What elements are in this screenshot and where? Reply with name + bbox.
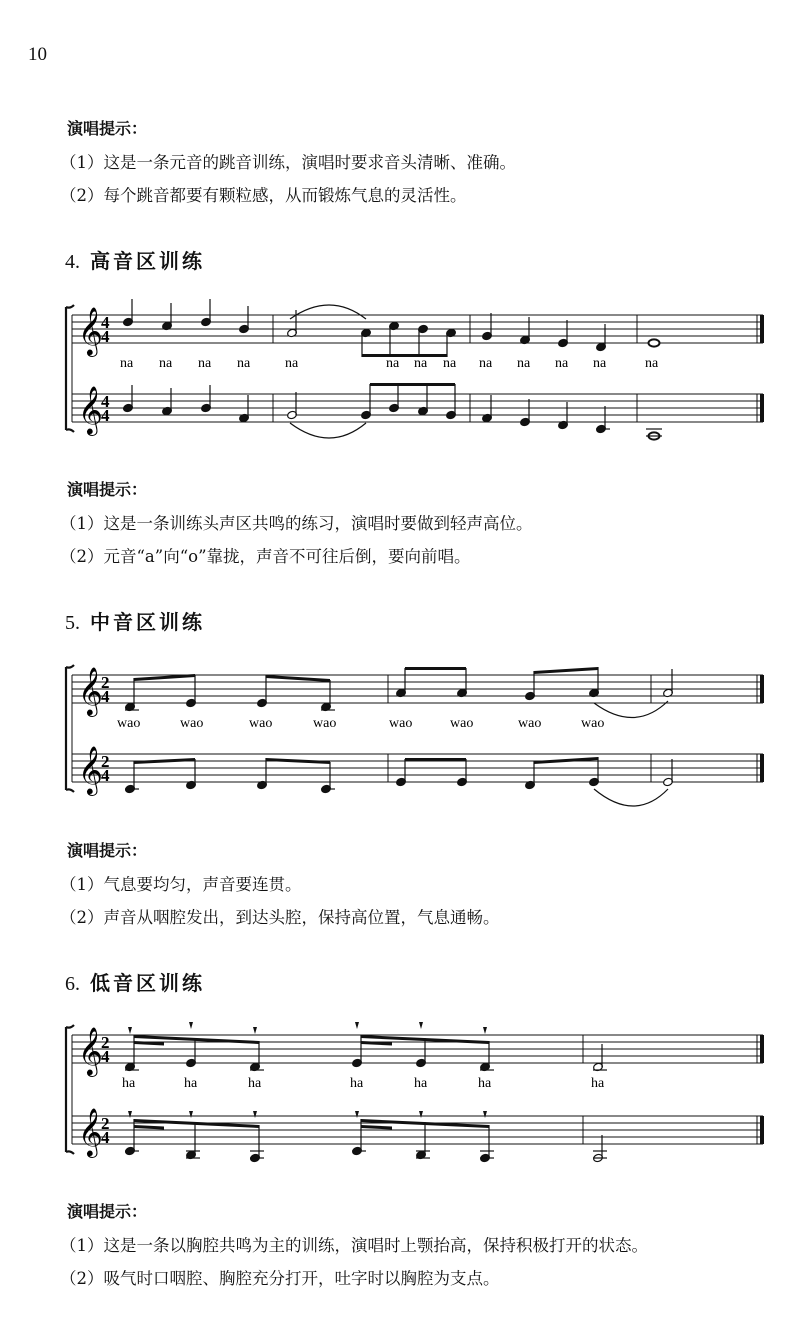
section-heading-4 <box>65 245 205 274</box>
time-sig-top: 2 <box>101 752 110 771</box>
section-title: 高音区训练 <box>89 249 205 273</box>
treble-clef-icon: 𝄞 <box>78 1107 103 1156</box>
lyric: wao <box>180 716 204 731</box>
treble-clef-icon: 𝄞 <box>78 1026 103 1075</box>
time-sig-top: 4 <box>101 313 110 332</box>
treble-clef-icon: 𝄞 <box>78 745 103 794</box>
lyrics-row <box>120 356 659 371</box>
lyric: na <box>159 356 173 371</box>
section-title: 中音区训练 <box>89 610 205 634</box>
lyric: na <box>120 356 134 371</box>
section-heading-5 <box>65 606 205 635</box>
tips-title: 演唱提示： <box>67 480 148 499</box>
lyric: wao <box>518 716 542 731</box>
lyric: na <box>555 356 569 371</box>
lyrics-row <box>117 716 604 731</box>
lyric: na <box>443 356 457 371</box>
time-sig-top: 4 <box>101 392 110 411</box>
lyric: ha <box>414 1076 428 1091</box>
section-heading-6 <box>65 967 205 996</box>
score-section-5 <box>0 655 790 810</box>
lyric: na <box>237 356 251 371</box>
tips-title: 演唱提示： <box>67 841 148 860</box>
time-sig-bottom: 4 <box>101 327 110 346</box>
lyrics-row <box>122 1076 605 1091</box>
treble-clef-icon: 𝄞 <box>78 306 103 355</box>
lyric: na <box>479 356 493 371</box>
lyric: na <box>645 356 659 371</box>
tip-line: （2）元音“a”向“o”靠拢，声音不可往后倒，要向前唱。 <box>60 547 471 566</box>
tip-line: （1）这是一条以胸腔共鸣为主的训练，演唱时上颚抬高，保持积极打开的状态。 <box>60 1236 648 1255</box>
tip-line: （1）这是一条元音的跳音训练，演唱时要求音头清晰、准确。 <box>60 153 516 172</box>
time-sig-bottom: 4 <box>101 1128 110 1147</box>
score-section-4 <box>0 295 790 450</box>
lyric: ha <box>248 1076 262 1091</box>
treble-clef-icon: 𝄞 <box>78 385 103 434</box>
lyric: na <box>386 356 400 371</box>
lyric: wao <box>450 716 474 731</box>
lyric: wao <box>117 716 141 731</box>
treble-clef-icon: 𝄞 <box>78 666 103 715</box>
page-number: 10 <box>28 44 47 65</box>
section-title: 低音区训练 <box>89 971 205 995</box>
score-section-6 <box>0 1015 790 1175</box>
lyric: wao <box>313 716 337 731</box>
lyric: na <box>517 356 531 371</box>
tip-line: （2）每个跳音都要有颗粒感，从而锻炼气息的灵活性。 <box>60 186 467 205</box>
lyric: ha <box>184 1076 198 1091</box>
tip-line: （1）气息要均匀，声音要连贯。 <box>60 875 302 894</box>
lyric: na <box>414 356 428 371</box>
lyric: ha <box>478 1076 492 1091</box>
time-sig-top: 2 <box>101 1114 110 1133</box>
lyric: ha <box>591 1076 605 1091</box>
time-sig-top: 2 <box>101 673 110 692</box>
tip-line: （1）这是一条训练头声区共鸣的练习，演唱时要做到轻声高位。 <box>60 514 533 533</box>
lyric: na <box>285 356 299 371</box>
tip-line: （2）声音从咽腔发出，到达头腔，保持高位置，气息通畅。 <box>60 908 500 927</box>
time-sig-bottom: 4 <box>101 1047 110 1066</box>
section-number: 6. <box>65 973 80 995</box>
lyric: ha <box>122 1076 136 1091</box>
section-number: 4. <box>65 251 80 273</box>
lyric: na <box>198 356 212 371</box>
lyric: ha <box>350 1076 364 1091</box>
lyric: wao <box>249 716 273 731</box>
time-sig-top: 2 <box>101 1033 110 1052</box>
tip-line: （2）吸气时口咽腔、胸腔充分打开，吐字时以胸腔为支点。 <box>60 1269 500 1288</box>
lyric: na <box>593 356 607 371</box>
time-sig-bottom: 4 <box>101 406 110 425</box>
time-sig-bottom: 4 <box>101 766 110 785</box>
tips-title-top: 演唱提示： <box>67 119 148 138</box>
lyric: wao <box>389 716 413 731</box>
time-sig-bottom: 4 <box>101 687 110 706</box>
section-number: 5. <box>65 612 80 634</box>
tips-title: 演唱提示： <box>67 1202 148 1221</box>
lyric: wao <box>581 716 605 731</box>
